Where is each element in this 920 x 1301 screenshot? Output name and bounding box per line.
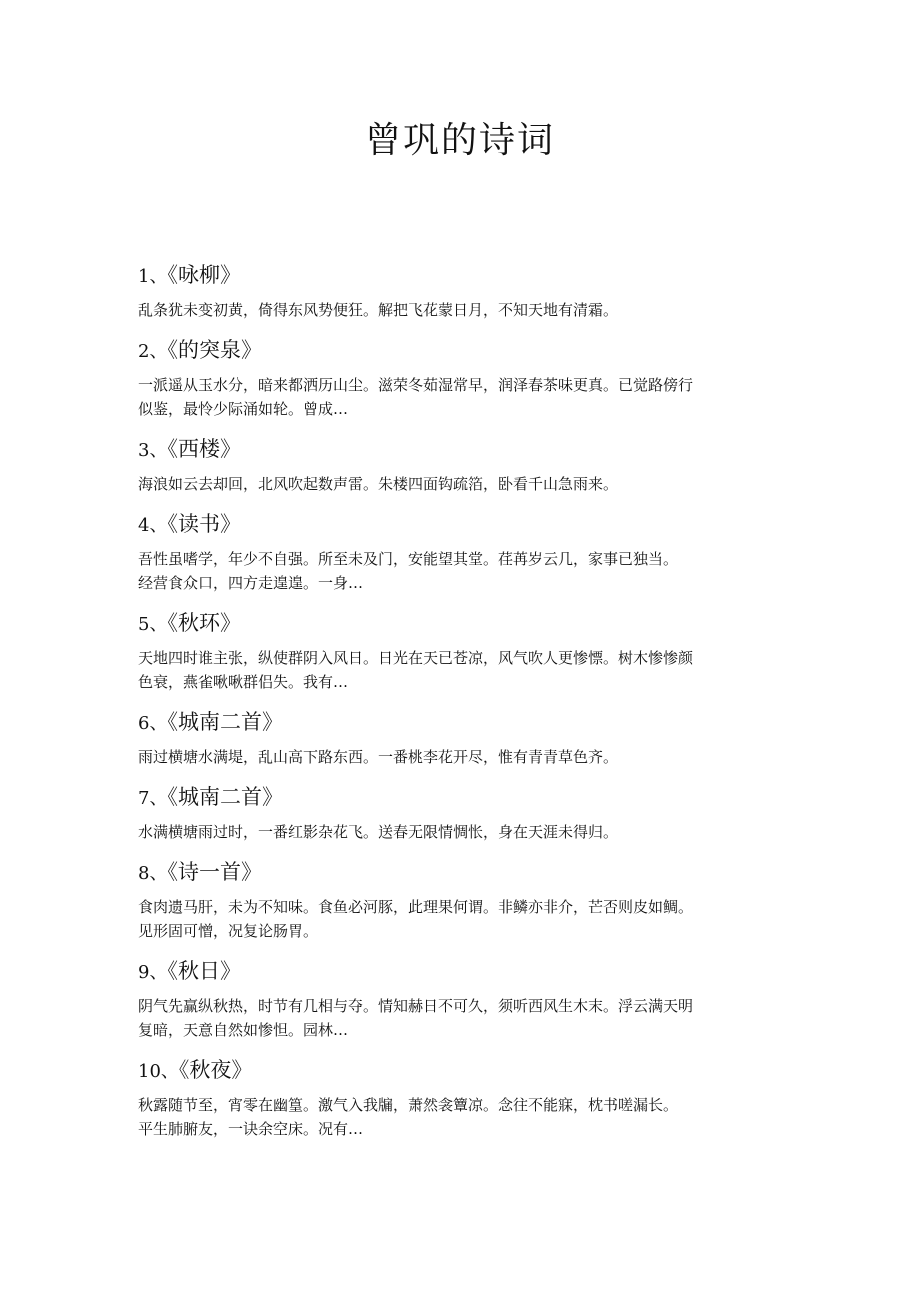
poem-heading bbox=[138, 954, 778, 990]
poem-list bbox=[138, 258, 778, 1152]
poem-title: 《读书》 bbox=[167, 512, 241, 536]
poem-number: 3、 bbox=[138, 440, 168, 461]
poem-heading bbox=[138, 780, 778, 816]
poem-item bbox=[138, 855, 778, 943]
poem-text: 食肉遗马肝，未为不知味。食鱼必河豚，此理果何谓。非鳞亦非介，芒否则皮如鲷。 见形固可憎，况复论肠胃。 bbox=[138, 898, 694, 940]
poem-title: 《城南二首》 bbox=[167, 785, 283, 809]
poem-number: 2、 bbox=[138, 341, 168, 362]
poem-item bbox=[138, 258, 778, 322]
poem-text: 吾性虽嗜学，年少不自强。所至未及门，安能望其堂。荏苒岁云几，家事已独当。 经营食众口，四方走遑遑。一身… bbox=[138, 550, 679, 592]
poem-title: 《诗一首》 bbox=[167, 860, 262, 884]
poem-heading bbox=[138, 606, 778, 642]
poem-title: 《城南二首》 bbox=[167, 710, 283, 734]
document-title: 曾巩的诗词 bbox=[364, 120, 555, 161]
poem-text: 天地四时谁主张，纵使群阴入风日。日光在天已苍凉，风气吹人更惨慓。树木惨惨颜 色衰，燕雀啾啾群侣失。我有… bbox=[138, 649, 694, 691]
poem-number: 8、 bbox=[138, 863, 168, 884]
poem-title: 《秋日》 bbox=[167, 959, 241, 983]
poem-heading bbox=[138, 855, 778, 891]
poem-item bbox=[138, 333, 778, 421]
poem-number: 7、 bbox=[138, 788, 168, 809]
poem-heading bbox=[138, 1053, 778, 1089]
poem-number: 6、 bbox=[138, 713, 168, 734]
poem-text: 雨过横塘水满堤，乱山高下路东西。一番桃李花开尽，惟有青青草色齐。 bbox=[138, 748, 619, 766]
poem-item bbox=[138, 507, 778, 595]
poem-number: 10、 bbox=[138, 1061, 179, 1082]
poem-text: 乱条犹未变初黄，倚得东风势便狂。解把飞花蒙日月，不知天地有清霜。 bbox=[138, 301, 619, 319]
poem-item bbox=[138, 780, 778, 844]
poem-text: 秋露随节至，宵零在幽篁。激气入我牖，萧然衾簟凉。念往不能寐，枕书嗟漏长。 平生肺腑友，一诀余空床。况有… bbox=[138, 1096, 679, 1138]
poem-title: 《咏柳》 bbox=[167, 263, 241, 287]
poem-item bbox=[138, 1053, 778, 1141]
poem-number: 5、 bbox=[138, 614, 168, 635]
poem-heading bbox=[138, 432, 778, 468]
poem-heading bbox=[138, 258, 778, 294]
poem-number: 9、 bbox=[138, 962, 168, 983]
poem-title: 《秋环》 bbox=[167, 611, 241, 635]
poem-title: 《的突泉》 bbox=[167, 338, 262, 362]
poem-number: 1、 bbox=[138, 266, 168, 287]
poem-heading bbox=[138, 507, 778, 543]
poem-text: 阴气先赢纵秋热，时节有几相与夺。情知赫日不可久，须听西风生木末。浮云满天明 复暗，天意自然如惨怛。园林… bbox=[138, 997, 694, 1039]
poem-item bbox=[138, 954, 778, 1042]
poem-text: 一派遥从玉水分，暗来都洒历山尘。滋荣冬茹湿常早，润泽春茶味更真。已觉路傍行 似鉴，最怜少际涌如轮。曾成… bbox=[138, 376, 694, 418]
poem-item bbox=[138, 606, 778, 694]
poem-text: 水满横塘雨过时，一番红影杂花飞。送春无限情惆怅，身在天涯未得归。 bbox=[138, 823, 619, 841]
poem-text: 海浪如云去却回，北风吹起数声雷。朱楼四面钩疏箔，卧看千山急雨来。 bbox=[138, 475, 619, 493]
poem-title: 《秋夜》 bbox=[178, 1058, 253, 1082]
poem-item bbox=[138, 432, 778, 496]
poem-heading bbox=[138, 705, 778, 741]
poem-heading bbox=[138, 333, 778, 369]
poem-title: 《西楼》 bbox=[167, 437, 241, 461]
poem-number: 4、 bbox=[138, 515, 168, 536]
poem-item bbox=[138, 705, 778, 769]
